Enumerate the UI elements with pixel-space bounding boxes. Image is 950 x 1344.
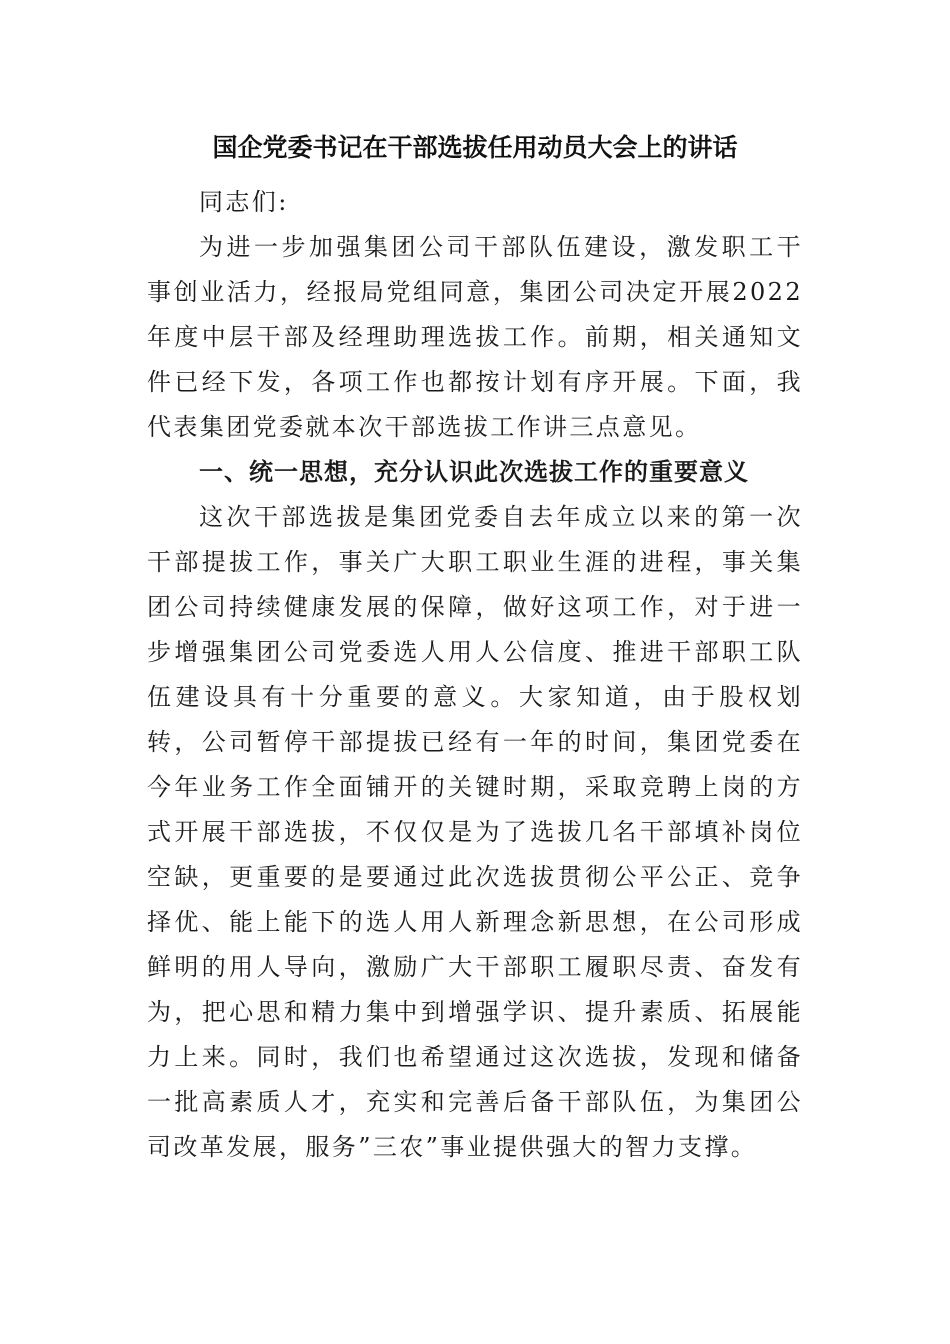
document-body bbox=[147, 180, 803, 1170]
intro-paragraph: 为进一步加强集团公司干部队伍建设，激发职工干事创业活力，经报局党组同意，集团公司决定开展2022年度中层干部及经理助理选拔工作。前期，相关通知文件已经下发，各项工作也都按计划有序开展。下面，我代表集团党委就本次干部选拔工作讲三点意见。 bbox=[147, 233, 803, 441]
section-heading-1: 一、统一思想，充分认识此次选拔工作的重要意义 bbox=[199, 458, 749, 486]
document-title: 国企党委书记在干部选拔任用动员大会上的讲话 bbox=[212, 133, 738, 162]
section-1-paragraph: 这次干部选拔是集团党委自去年成立以来的第一次干部提拔工作，事关广大职工职业生涯的进程，事关集团公司持续健康发展的保障，做好这项工作，对于进一步增强集团公司党委选人用人公信度、推进干部职工队伍建设具有十分重要的意义。大家知道，由于股权划转，公司暂停干部提拔已经有一年的时间，集团党委在今年业务工作全面铺开的关键时期，采取竞聘上岗的方式开展干部选拔，不仅仅是为了选拔几名干部填补岗位空缺，更重要的是要通过此次选拔贯彻公平公正、竞争择优、能上能下的选人用人新理念新思想，在公司形成鲜明的用人导向，激励广大干部职工履职尽责、奋发有为，把心思和精力集中到增强学识、提升素质、拓展能力上来。同时，我们也希望通过这次选拔，发现和储备一批高素质人才，充实和完善后备干部队伍，为集团公司改革发展，服务”三农”事业提供强大的智力支撑。 bbox=[147, 503, 803, 1161]
salutation: 同志们: bbox=[199, 188, 289, 216]
